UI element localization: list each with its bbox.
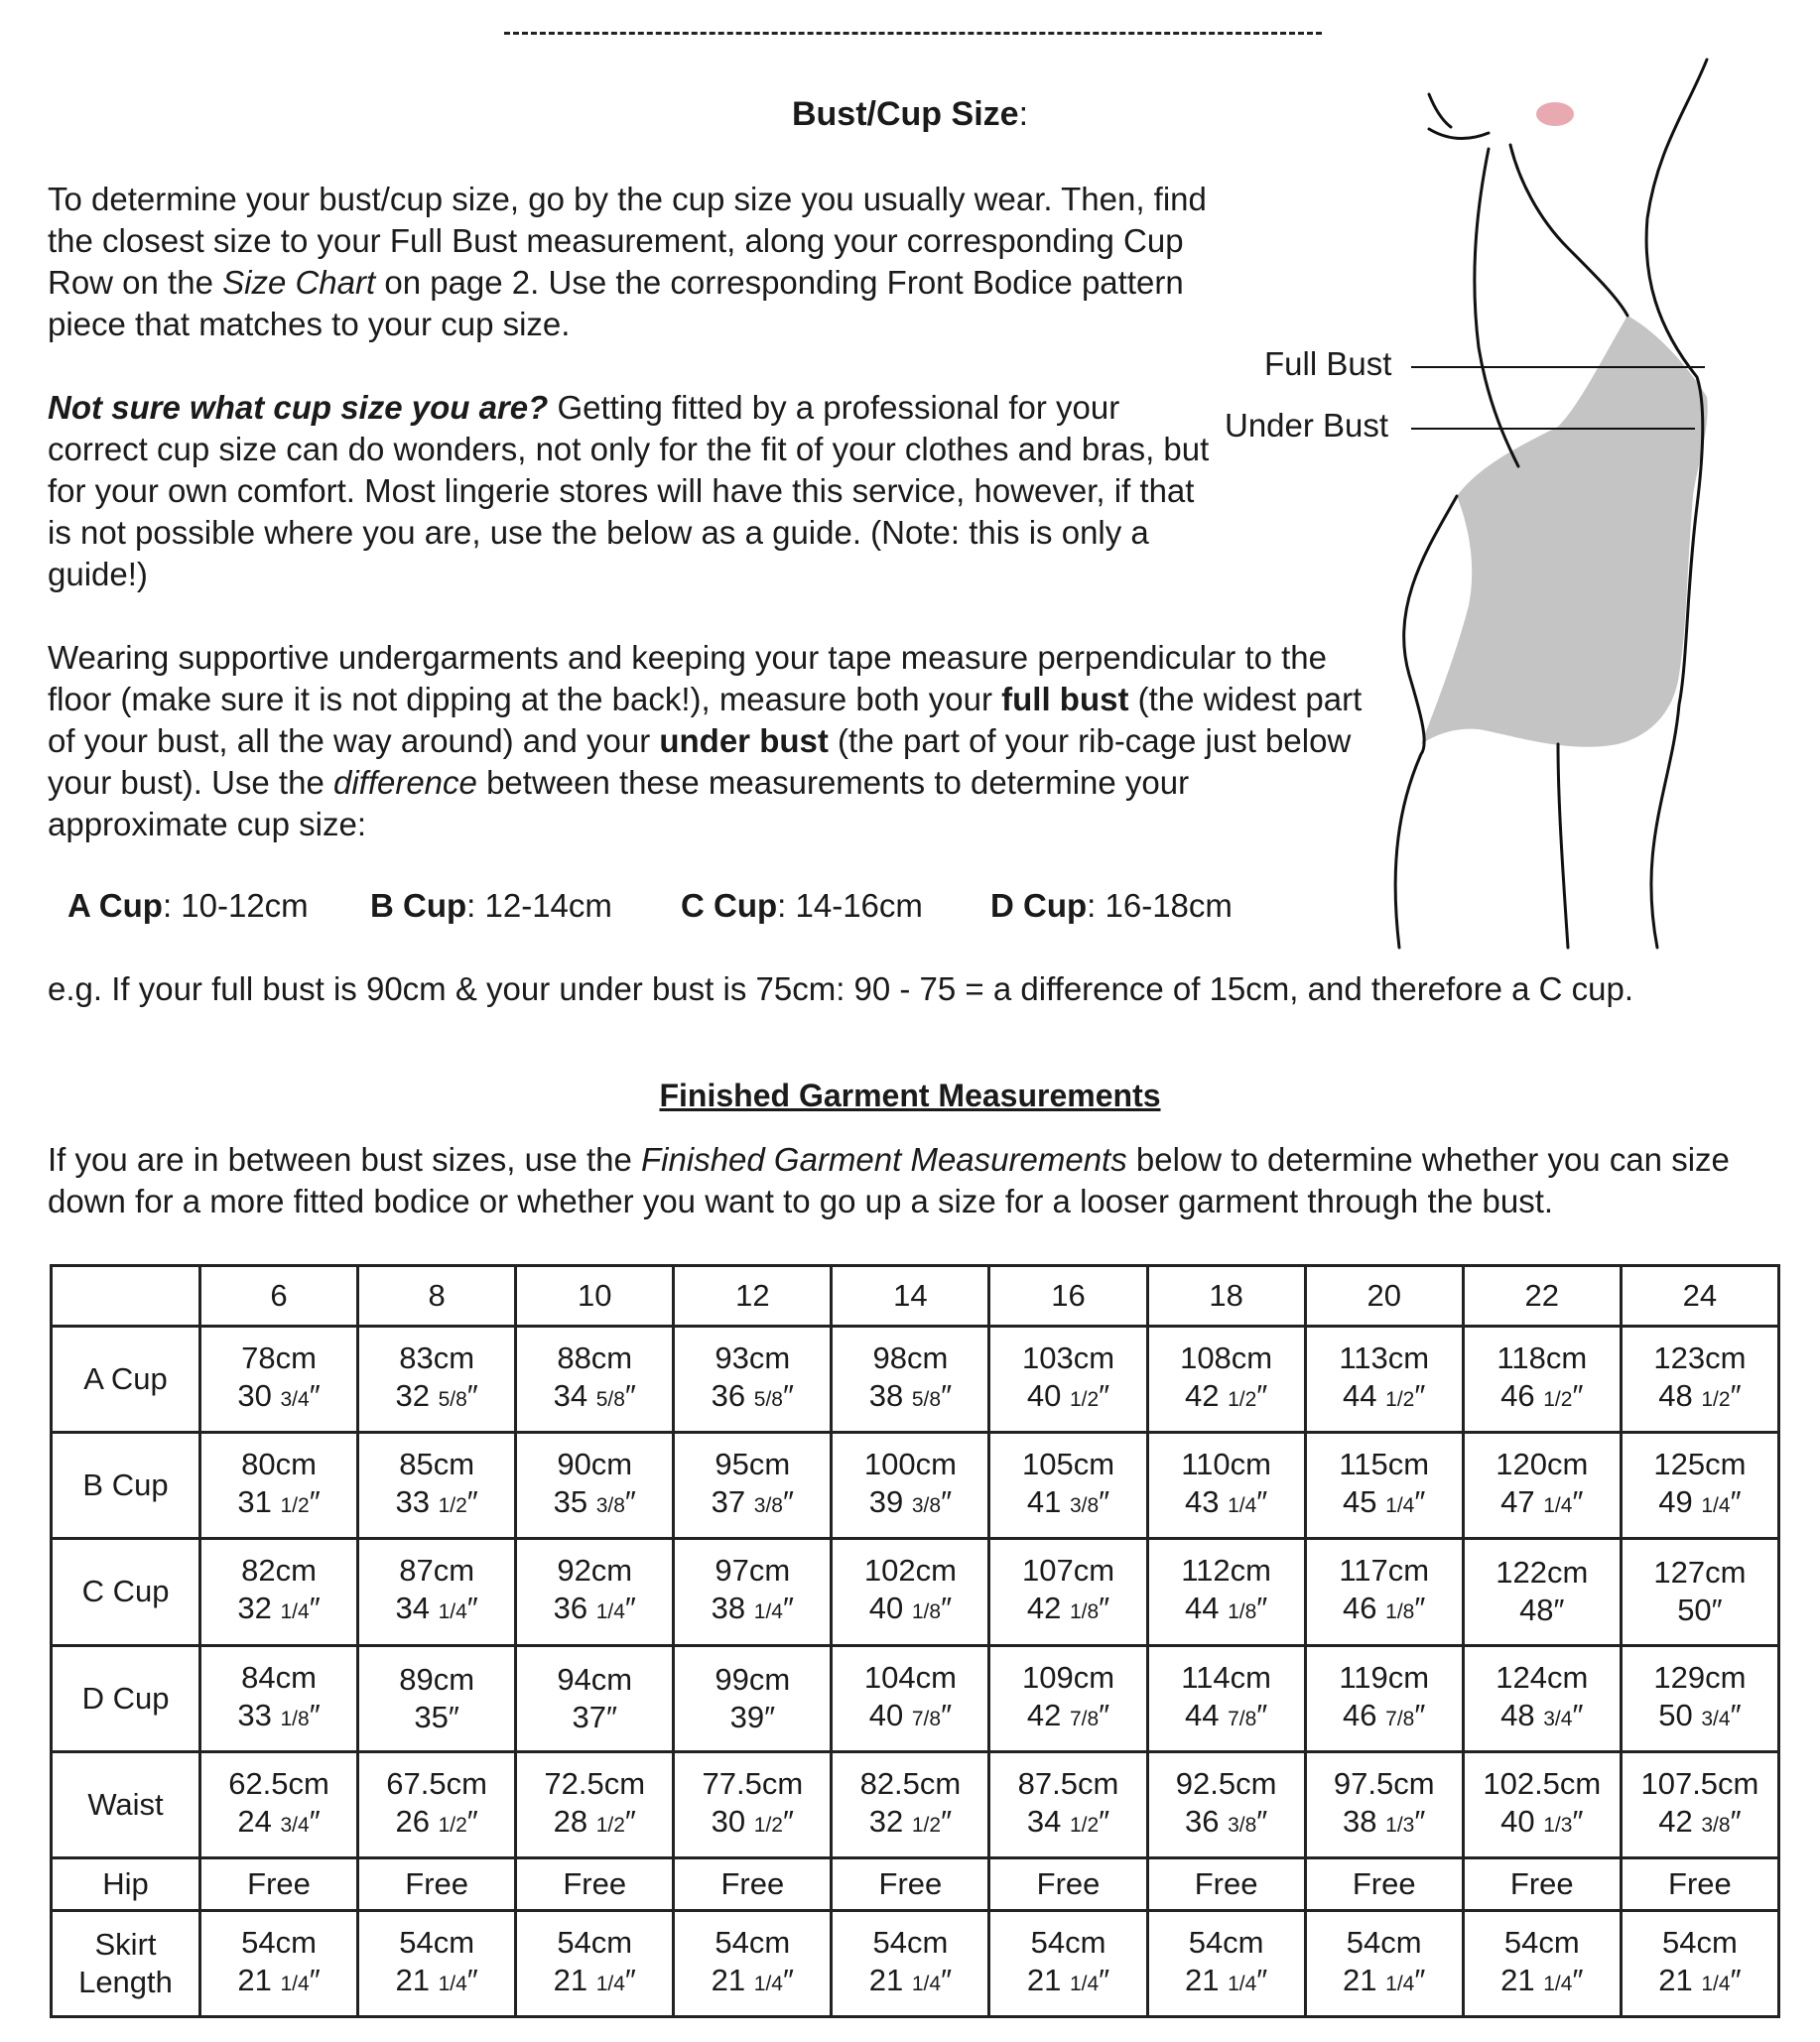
text-run: Finished Garment Measurements	[641, 1141, 1127, 1178]
measurement-cell: 72.5cm 28 1/2″	[516, 1751, 674, 1857]
bust-cup-heading: Bust/Cup Size:	[791, 95, 1029, 133]
measurement-cell: 95cm 37 3/8″	[674, 1433, 832, 1539]
inch-fraction: 1/4	[1069, 1972, 1100, 1995]
inch-fraction: 1/8	[1385, 1600, 1415, 1624]
measurement-cell: 108cm 42 1/2″	[1147, 1327, 1305, 1433]
inch-fraction: 1/4	[595, 1600, 625, 1624]
inch-fraction: 1/8	[1069, 1600, 1100, 1624]
inch-fraction: 1/8	[911, 1600, 942, 1624]
inch-fraction: 3/4	[280, 1388, 310, 1412]
measurement-cell: 100cm 39 3/8″	[832, 1433, 989, 1539]
inch-fraction: 7/8	[1228, 1707, 1257, 1730]
measurement-cell: 103cm 40 1/2″	[989, 1327, 1147, 1433]
inch-fraction: 1/4	[280, 1600, 310, 1624]
measurement-cell: 124cm 48 3/4″	[1463, 1645, 1621, 1751]
measurement-cell: Free	[1305, 1857, 1463, 1910]
inch-fraction: 1/4	[753, 1600, 783, 1624]
inch-fraction: 1/2	[1543, 1388, 1573, 1412]
measurement-cell: 105cm 41 3/8″	[989, 1433, 1147, 1539]
table-row	[52, 1539, 1779, 1645]
inch-fraction: 1/4	[1228, 1972, 1257, 1995]
measurement-cell: 54cm 21 1/4″	[358, 1910, 516, 2016]
inch-fraction: 3/4	[1543, 1707, 1573, 1730]
measurement-cell: 54cm 21 1/4″	[516, 1910, 674, 2016]
inch-fraction: 1/4	[753, 1972, 783, 1995]
inch-fraction: 5/8	[753, 1388, 783, 1412]
measurement-cell: Free	[832, 1857, 989, 1910]
measurement-cell: 92.5cm 36 3/8″	[1147, 1751, 1305, 1857]
measurement-cell: 109cm 42 7/8″	[989, 1645, 1147, 1751]
measurement-cell: 54cm 21 1/4″	[674, 1910, 832, 2016]
measurement-cell: Free	[200, 1857, 358, 1910]
measurement-cell: 82cm 32 1/4″	[200, 1539, 358, 1645]
text-run: full bust	[1001, 681, 1129, 717]
inch-fraction: 1/4	[1543, 1972, 1573, 1995]
inch-fraction: 3/8	[1701, 1813, 1731, 1837]
inch-fraction: 3/4	[280, 1813, 310, 1837]
inch-fraction: 1/2	[1069, 1388, 1100, 1412]
row-label: Skirt Length	[52, 1910, 200, 2016]
measurement-cell: 110cm 43 1/4″	[1147, 1433, 1305, 1539]
measurement-cell: Free	[1147, 1857, 1305, 1910]
inch-fraction: 7/8	[911, 1707, 942, 1730]
measurement-cell: 67.5cm 26 1/2″	[358, 1751, 516, 1857]
inch-fraction: 3/4	[1701, 1707, 1731, 1730]
measurement-cell: 99cm 39″	[674, 1645, 832, 1751]
size-header: 16	[989, 1266, 1147, 1327]
measurement-cell: Free	[1463, 1857, 1621, 1910]
table-row	[52, 1433, 1779, 1539]
size-header: 12	[674, 1266, 832, 1327]
measurement-cell: 93cm 36 5/8″	[674, 1327, 832, 1433]
inch-fraction: 3/8	[753, 1494, 783, 1518]
inch-fraction: 1/2	[753, 1813, 783, 1837]
inch-fraction: 1/2	[911, 1813, 942, 1837]
table-row	[52, 1910, 1779, 2016]
inch-fraction: 1/4	[1385, 1972, 1415, 1995]
inch-fraction: 1/2	[438, 1494, 467, 1518]
measurement-cell: 118cm 46 1/2″	[1463, 1327, 1621, 1433]
row-label: C Cup	[52, 1539, 200, 1645]
garment-shape	[1421, 316, 1708, 747]
text-run: Not sure what cup size you are?	[48, 389, 549, 426]
size-header-row	[52, 1266, 1779, 1327]
measurement-cell: 107cm 42 1/8″	[989, 1539, 1147, 1645]
size-header: 14	[832, 1266, 989, 1327]
measurement-cell: 115cm 45 1/4″	[1305, 1433, 1463, 1539]
inch-fraction: 7/8	[1069, 1707, 1100, 1730]
measurement-cell: 54cm 21 1/4″	[1463, 1910, 1621, 2016]
measurement-cell: 90cm 35 3/8″	[516, 1433, 674, 1539]
measurement-cell: 127cm 50″	[1621, 1539, 1778, 1645]
inch-fraction: 1/2	[595, 1813, 625, 1837]
measurement-cell: 83cm 32 5/8″	[358, 1327, 516, 1433]
inch-fraction: 7/8	[1385, 1707, 1415, 1730]
measurement-cell: 120cm 47 1/4″	[1463, 1433, 1621, 1539]
under-bust-label: Under Bust	[1225, 407, 1389, 444]
measurement-cell: 88cm 34 5/8″	[516, 1327, 674, 1433]
inch-fraction: 5/8	[595, 1388, 625, 1412]
size-header: 24	[1621, 1266, 1778, 1327]
measurement-cell: 85cm 33 1/2″	[358, 1433, 516, 1539]
measurement-cell: 97.5cm 38 1/3″	[1305, 1751, 1463, 1857]
bodice-figure-illustration	[1191, 50, 1806, 953]
measurement-cell: 87.5cm 34 1/2″	[989, 1751, 1147, 1857]
inch-fraction: 1/4	[1701, 1972, 1731, 1995]
measurement-cell: 117cm 46 1/8″	[1305, 1539, 1463, 1645]
cup-range-a: A Cup: 10-12cm	[67, 887, 309, 924]
measurement-cell: 54cm 21 1/4″	[1621, 1910, 1778, 2016]
measurement-cell: 77.5cm 30 1/2″	[674, 1751, 832, 1857]
measurement-cell: 102cm 40 1/8″	[832, 1539, 989, 1645]
inch-fraction: 1/4	[438, 1972, 467, 1995]
inch-fraction: 5/8	[438, 1388, 467, 1412]
measuring-instructions-paragraph: Wearing supportive undergarments and keeping your tape measure perpendicular to the floor (make sure it is not dipping at the back!), measure both your full bust (the widest part of your bust, all the way around) and your under bust (the part of your rib-cage just below your bust). Use the difference between these measurements to determine your approximate cup size:	[48, 639, 1363, 842]
measurement-cell: 92cm 36 1/4″	[516, 1539, 674, 1645]
inch-fraction: 1/2	[1385, 1388, 1415, 1412]
lips-icon	[1536, 102, 1574, 126]
inch-fraction: 1/4	[1701, 1494, 1731, 1518]
finished-garment-intro: If you are in between bust sizes, use the Finished Garment Measurements below to determine whether you can size down for a more fitted bodice or whether you want to go up a size for a looser garment through the bust.	[48, 1141, 1730, 1219]
measurement-cell: 104cm 40 7/8″	[832, 1645, 989, 1751]
table-row	[52, 1327, 1779, 1433]
inch-fraction: 1/4	[1385, 1494, 1415, 1518]
inch-fraction: 1/4	[595, 1972, 625, 1995]
example-calculation: e.g. If your full bust is 90cm & your under bust is 75cm: 90 - 75 = a difference of 15cm, and therefore a C cup.	[48, 970, 1633, 1007]
full-bust-label: Full Bust	[1264, 345, 1392, 382]
row-label: Hip	[52, 1857, 200, 1910]
measurement-cell: 54cm 21 1/4″	[1147, 1910, 1305, 2016]
size-header: 20	[1305, 1266, 1463, 1327]
text-run: Size Chart	[222, 264, 376, 301]
inch-fraction: 1/2	[1069, 1813, 1100, 1837]
measurement-cell: Free	[674, 1857, 832, 1910]
inch-fraction: 1/8	[1228, 1600, 1257, 1624]
measurement-cell: 89cm 35″	[358, 1645, 516, 1751]
cup-size-advice-paragraph: Not sure what cup size you are? Getting fitted by a professional for your correct cup size can do wonders, not only for the fit of your clothes and bras, but for your own comfort. Most lingerie stores will have this service, however, if that is not possible where you are, use the below as a guide. (Note: this is only a guide!)	[48, 389, 1210, 592]
size-header: 10	[516, 1266, 674, 1327]
measurement-cell: 123cm 48 1/2″	[1621, 1327, 1778, 1433]
inch-fraction: 1/4	[438, 1600, 467, 1624]
table-row	[52, 1751, 1779, 1857]
measurement-cell: 82.5cm 32 1/2″	[832, 1751, 989, 1857]
measurement-cell: 84cm 33 1/8″	[200, 1645, 358, 1751]
inch-fraction: 3/8	[595, 1494, 625, 1518]
measurement-cell: 107.5cm 42 3/8″	[1621, 1751, 1778, 1857]
inch-fraction: 1/4	[1543, 1494, 1573, 1518]
measurement-cell: Free	[1621, 1857, 1778, 1910]
measurement-cell: 114cm 44 7/8″	[1147, 1645, 1305, 1751]
size-header: 8	[358, 1266, 516, 1327]
measurement-cell: 125cm 49 1/4″	[1621, 1433, 1778, 1539]
table-row	[52, 1645, 1779, 1751]
inch-fraction: 3/8	[1228, 1813, 1257, 1837]
measurement-cell: 54cm 21 1/4″	[832, 1910, 989, 2016]
measurement-cell: 129cm 50 3/4″	[1621, 1645, 1778, 1751]
row-label: D Cup	[52, 1645, 200, 1751]
inch-fraction: 1/2	[1701, 1388, 1731, 1412]
dashed-separator	[504, 32, 1322, 35]
table-row	[52, 1857, 1779, 1910]
inch-fraction: 1/3	[1385, 1813, 1415, 1837]
inch-fraction: 5/8	[911, 1388, 942, 1412]
measurement-cell: 54cm 21 1/4″	[200, 1910, 358, 2016]
cup-range-b: B Cup: 12-14cm	[370, 887, 612, 924]
measurement-cell: 102.5cm 40 1/3″	[1463, 1751, 1621, 1857]
row-label: B Cup	[52, 1433, 200, 1539]
measurement-cell: 122cm 48″	[1463, 1539, 1621, 1645]
measurement-cell: Free	[989, 1857, 1147, 1910]
finished-garment-table	[50, 1264, 1780, 2018]
measurement-cell: 98cm 38 5/8″	[832, 1327, 989, 1433]
measurement-cell: 112cm 44 1/8″	[1147, 1539, 1305, 1645]
inch-fraction: 1/8	[280, 1707, 310, 1730]
inch-fraction: 1/2	[1228, 1388, 1257, 1412]
text-run: under bust	[659, 722, 829, 759]
row-label: Waist	[52, 1751, 200, 1857]
measurement-cell: 97cm 38 1/4″	[674, 1539, 832, 1645]
measurement-cell: 119cm 46 7/8″	[1305, 1645, 1463, 1751]
bust-cup-intro-paragraph: To determine your bust/cup size, go by the cup size you usually wear. Then, find the closest size to your Full Bust measurement, along your corresponding Cup Row on the Size Chart on page 2. Use the corresponding Front Bodice pattern piece that matches to your cup size.	[48, 181, 1207, 342]
inch-fraction: 1/4	[911, 1972, 942, 1995]
inch-fraction: 1/3	[1543, 1813, 1573, 1837]
table-corner	[52, 1266, 200, 1327]
inch-fraction: 3/8	[911, 1494, 942, 1518]
size-header: 18	[1147, 1266, 1305, 1327]
cup-range-d: D Cup: 16-18cm	[990, 887, 1233, 924]
size-header: 6	[200, 1266, 358, 1327]
measurement-cell: Free	[358, 1857, 516, 1910]
size-header: 22	[1463, 1266, 1621, 1327]
finished-garment-heading: Finished Garment Measurements	[659, 1078, 1161, 1113]
measurement-cell: Free	[516, 1857, 674, 1910]
inch-fraction: 1/2	[438, 1813, 467, 1837]
measurement-cell: 54cm 21 1/4″	[989, 1910, 1147, 2016]
measurement-cell: 87cm 34 1/4″	[358, 1539, 516, 1645]
measurement-cell: 54cm 21 1/4″	[1305, 1910, 1463, 2016]
text-run: difference	[332, 764, 477, 801]
inch-fraction: 3/8	[1069, 1494, 1100, 1518]
inch-fraction: 1/4	[1228, 1494, 1257, 1518]
row-label: A Cup	[52, 1327, 200, 1433]
measurement-cell: 62.5cm 24 3/4″	[200, 1751, 358, 1857]
inch-fraction: 1/4	[280, 1972, 310, 1995]
measurement-cell: 78cm 30 3/4″	[200, 1327, 358, 1433]
measurement-cell: 80cm 31 1/2″	[200, 1433, 358, 1539]
measurement-cell: 113cm 44 1/2″	[1305, 1327, 1463, 1433]
inch-fraction: 1/2	[280, 1494, 310, 1518]
measurement-cell: 94cm 37″	[516, 1645, 674, 1751]
cup-range-c: C Cup: 14-16cm	[681, 887, 923, 924]
